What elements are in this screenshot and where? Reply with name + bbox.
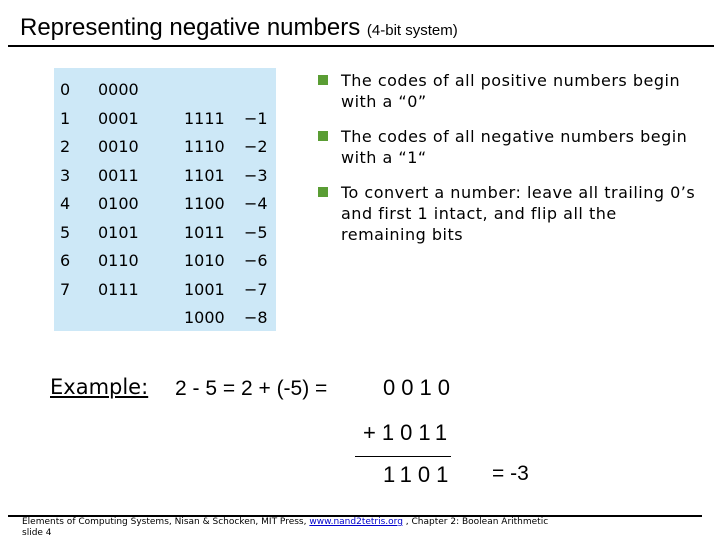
bullet-list: [318, 70, 698, 259]
table-cell-positive-code: 0010: [98, 137, 139, 156]
slide-number: slide 4: [22, 528, 52, 538]
table-cell-negative-code: 1011: [184, 222, 225, 242]
title-subtitle: (4-bit system): [366, 22, 458, 39]
table-cell-decimal-value: 6: [60, 251, 71, 270]
table-cell-negative-value: −4: [244, 194, 268, 213]
table-cell-positive-code: 0001: [98, 108, 139, 128]
code-table: [54, 68, 276, 331]
table-cell-positive-code: 0011: [98, 165, 139, 185]
table-cell-positive-code: 0111: [98, 279, 139, 299]
table-cell-negative-value: −2: [244, 137, 268, 156]
table-cell-positive-code: 0110: [98, 251, 139, 270]
example-label: Example:: [50, 375, 149, 399]
title-main: Representing negative numbers: [20, 14, 361, 41]
addend-2: +1011: [363, 420, 454, 445]
table-cell-decimal-value: 3: [60, 165, 71, 185]
table-cell-negative-value: −7: [244, 279, 268, 299]
footer-link[interactable]: www.nand2tetris.org: [309, 517, 403, 527]
table-cell-positive-code: 0100: [98, 194, 139, 213]
title-underline: [8, 45, 714, 47]
table-cell-decimal-value: 4: [60, 194, 71, 213]
sum-value: 1101: [383, 462, 455, 487]
table-cell-negative-value: −6: [244, 251, 268, 270]
bullet-text: The codes of all negative numbers begin with a “1“: [341, 127, 688, 167]
table-cell-negative-code: 1111: [184, 108, 225, 128]
bullet-item: [318, 126, 698, 168]
footer: [22, 517, 548, 539]
slide-title: [20, 14, 458, 42]
table-cell-decimal-value: 1: [60, 108, 71, 128]
table-cell-negative-value: −8: [244, 308, 268, 327]
footer-chapter: , Chapter 2: Boolean Arithmetic: [402, 517, 549, 527]
table-cell-negative-value: −5: [244, 222, 268, 242]
bullet-text: To convert a number: leave all trailing 0’s and first 1 intact, and flip all the remaining bits: [341, 183, 696, 244]
bullet-item: [318, 182, 698, 245]
table-cell-decimal-value: 5: [60, 222, 71, 242]
bullet-text: The codes of all positive numbers begin with a “0”: [341, 71, 681, 111]
bullet-square-icon: [318, 187, 328, 197]
table-cell-decimal-value: 2: [60, 137, 71, 156]
table-cell-positive-code: 0000: [98, 80, 139, 99]
table-cell-negative-code: 1010: [184, 251, 225, 270]
table-cell-negative-code: 1101: [184, 165, 225, 185]
table-cell-negative-code: 1000: [184, 308, 225, 327]
example-expression: 2 - 5 = 2 + (-5) =: [175, 377, 328, 400]
table-cell-negative-value: −1: [244, 108, 268, 128]
table-cell-decimal-value: 7: [60, 279, 71, 299]
table-cell-negative-value: −3: [244, 165, 268, 185]
table-cell-decimal-value: 0: [60, 80, 71, 99]
table-cell-negative-code: 1110: [184, 137, 225, 156]
bullet-item: [318, 70, 698, 112]
result-value: = -3: [492, 462, 529, 485]
bullet-square-icon: [318, 75, 328, 85]
table-cell-positive-code: 0101: [98, 222, 139, 242]
table-cell-negative-code: 1001: [184, 279, 225, 299]
bullet-square-icon: [318, 131, 328, 141]
addend-1: 0010: [383, 375, 456, 400]
table-cell-negative-code: 1100: [184, 194, 225, 213]
sum-line: [355, 456, 451, 457]
footer-text: Elements of Computing Systems, Nisan & Schocken, MIT Press,: [22, 517, 310, 527]
